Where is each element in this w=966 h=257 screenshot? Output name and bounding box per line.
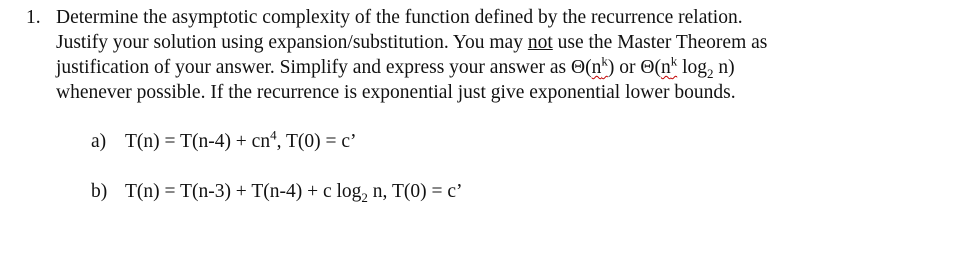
question-line-1: Determine the asymptotic complexity of the function defined by the recurrence relation. bbox=[56, 7, 743, 28]
part-b-recurrence: T(n) = T(n-3) + T(n-4) + c log bbox=[125, 181, 362, 202]
close-paren-1: ) bbox=[607, 57, 615, 78]
n-1: n bbox=[591, 57, 602, 78]
question-line-3 bbox=[56, 55, 956, 80]
n-to-k-2 bbox=[660, 53, 678, 78]
question-line-2 bbox=[56, 30, 956, 55]
k-2: k bbox=[670, 53, 678, 69]
part-a-label: a) bbox=[91, 131, 107, 152]
or-text: or bbox=[614, 57, 641, 78]
question-line-4: whenever possible. If the recurrence is exponential just give exponential lower bounds. bbox=[56, 82, 736, 103]
question-number: 1. bbox=[26, 7, 41, 28]
line2-after: use the Master Theorem as bbox=[552, 32, 768, 53]
part-a-exponent: 4 bbox=[270, 127, 277, 143]
theta-2: Θ( bbox=[640, 57, 661, 78]
not-underlined: not bbox=[527, 32, 553, 53]
n-to-k-1 bbox=[591, 53, 608, 78]
part-b bbox=[91, 179, 463, 204]
part-b-label: b) bbox=[91, 181, 108, 202]
k-1: k bbox=[601, 53, 608, 69]
question-text bbox=[56, 5, 956, 105]
line2-before: Justify your solution using expansion/substitution. You may bbox=[56, 32, 528, 53]
log-arg: n) bbox=[713, 57, 735, 78]
line3-text: justification of your answer. Simplify and express your answer as bbox=[56, 57, 567, 78]
part-a-base-case: , T(0) = c’ bbox=[276, 131, 357, 152]
part-a-recurrence: T(n) = T(n-4) + cn bbox=[125, 131, 271, 152]
part-a bbox=[91, 129, 357, 154]
part-b-base-case: n, T(0) = c’ bbox=[367, 181, 463, 202]
theta-1: Θ( bbox=[571, 57, 592, 78]
part-b-log-base: 2 bbox=[361, 189, 368, 205]
n-2: n bbox=[660, 57, 671, 78]
log-base: 2 bbox=[706, 65, 714, 81]
log-text: log bbox=[677, 57, 707, 78]
